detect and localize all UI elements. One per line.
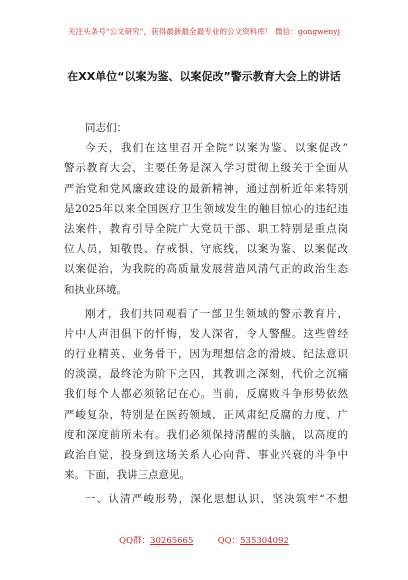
paragraph-3 bbox=[64, 489, 348, 509]
paragraph-line: 今天，我们在这里召开全院“以案为鉴、以案促改” bbox=[85, 142, 348, 155]
qq-group-label: QQ群： bbox=[119, 536, 151, 546]
paragraph-line: 的行业精英、业务骨干，因为理想信念的滑坡、纪法意识 bbox=[64, 348, 348, 361]
paragraph-line: 位人员，知敬畏、存戒惧、守底线，以案为鉴、以案促改 bbox=[64, 243, 348, 256]
section-heading-line: 一、认清严峻形势，深化思想认识，坚决筑牢“不想 bbox=[85, 493, 348, 506]
paragraph-line: 严峻复杂，特别是在医药领域，正风肃纪反腐的力度、广 bbox=[64, 408, 348, 421]
paragraph-line: 刚才，我们共同观看了一部卫生领域的警示教育片， bbox=[85, 307, 348, 320]
paragraph-2 bbox=[64, 304, 348, 486]
document-title: 在XX单位“以案为鉴、以案促改”警示教育大会上的讲话 bbox=[67, 70, 341, 83]
paragraph-line: 以案促治，为我院的高质量发展营造风清气正的政治生态 bbox=[64, 263, 348, 276]
paragraph-line: 片中人声泪俱下的忏悔，发人深省，令人警醒。这些曾经 bbox=[64, 327, 348, 340]
paragraph-line: 度和深度前所未有。我们必须保持清醒的头脑，以高度的 bbox=[64, 428, 348, 441]
document-body bbox=[64, 118, 348, 510]
paragraph-line: 政治自觉，投身到这场关系人心向背、事业兴衰的斗争中 bbox=[64, 449, 348, 462]
paragraph-line: 法案件，教育引导全院广大党员干部、职工特别是重点岗 bbox=[64, 222, 348, 235]
paragraph-line: 我们每个人都必须铭记在心。当前，反腐败斗争形势依然 bbox=[64, 388, 348, 401]
salutation: 同志们： bbox=[85, 122, 127, 134]
qq-label: QQ： bbox=[217, 536, 241, 546]
paragraph-line: 严治党和党风廉政建设的最新精神，通过剖析近年来特别 bbox=[64, 182, 348, 195]
paragraph-1 bbox=[64, 138, 348, 300]
paragraph-line: 警示教育大会，主要任务是深入学习贯彻上级关于全面从 bbox=[64, 162, 348, 175]
paragraph-line: 和执业环境。 bbox=[64, 283, 127, 296]
paragraph-line: 是2025年以来全国医疗卫生领域发生的触目惊心的违纪违 bbox=[64, 202, 348, 215]
paragraph-line: 的淡漠，最终沦为阶下之囚，其教训之深刻，代价之沉痛 bbox=[64, 368, 348, 381]
qq-number: 535304092 bbox=[240, 536, 289, 546]
paragraph-line: 来。下面，我讲三点意见。 bbox=[64, 469, 190, 482]
qq-group-number: 30265665 bbox=[150, 536, 194, 546]
footer-contact bbox=[0, 534, 408, 546]
header-banner: 关注头条号"公文研究"，获得最新最全最专业的公文资料库！ 微信：gongwenyj bbox=[67, 27, 341, 36]
